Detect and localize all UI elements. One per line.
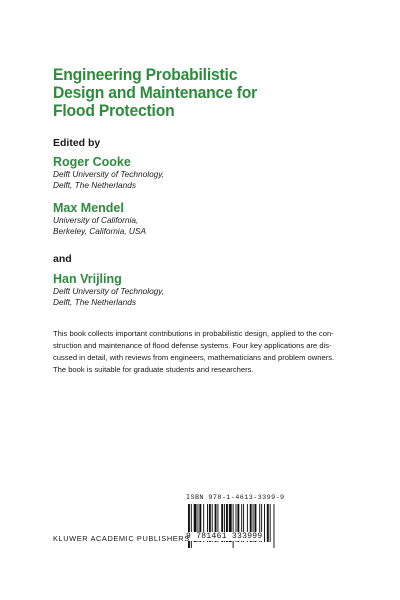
book-title-line: Engineering Probabilistic xyxy=(53,66,238,84)
isbn-number: ISBN 978-1-4613-3399-9 xyxy=(186,494,285,502)
editor-affiliation-line: Berkeley, California, USA xyxy=(53,226,146,236)
isbn-barcode-block xyxy=(186,494,306,552)
editor-name: Han Vrijling xyxy=(53,272,122,286)
book-title xyxy=(53,66,338,120)
book-description xyxy=(53,328,353,376)
editor-affiliation-line: Delft, The Netherlands xyxy=(53,297,137,307)
barcode-icon xyxy=(186,504,304,552)
description-line: This book collects important contributions in probabilistic design, applied to the con- xyxy=(53,329,334,338)
publisher-name: KLUWER ACADEMIC PUBLISHERS xyxy=(53,534,190,543)
description-line: struction and maintenance of flood defense systems. Four key applications are dis- xyxy=(53,341,332,350)
and-separator: and xyxy=(53,253,72,265)
barcode-digits: 9 781461 333999 xyxy=(186,532,263,541)
editor-affiliation xyxy=(53,286,164,308)
editor-affiliation-line: Delft, The Netherlands xyxy=(53,180,137,190)
description-line: cussed in detail, with reviews from engineers, mathematicians and problem owners. xyxy=(53,353,335,362)
book-title-line: Flood Protection xyxy=(53,102,175,120)
editor-name: Roger Cooke xyxy=(53,155,131,169)
editor-affiliation xyxy=(53,215,146,237)
editor-han-vrijling xyxy=(53,272,164,308)
editor-roger-cooke xyxy=(53,155,164,191)
description-line: The book is suitable for graduate students and researchers. xyxy=(53,365,254,374)
editor-max-mendel xyxy=(53,201,146,237)
editor-affiliation-line: Delft University of Technology, xyxy=(53,169,165,179)
book-title-line: Design and Maintenance for xyxy=(53,84,258,102)
editor-affiliation-line: Delft University of Technology, xyxy=(53,286,165,296)
editor-name: Max Mendel xyxy=(53,201,124,215)
editor-affiliation-line: University of California, xyxy=(53,215,139,225)
editor-affiliation xyxy=(53,169,164,191)
edited-by-label: Edited by xyxy=(53,137,101,149)
